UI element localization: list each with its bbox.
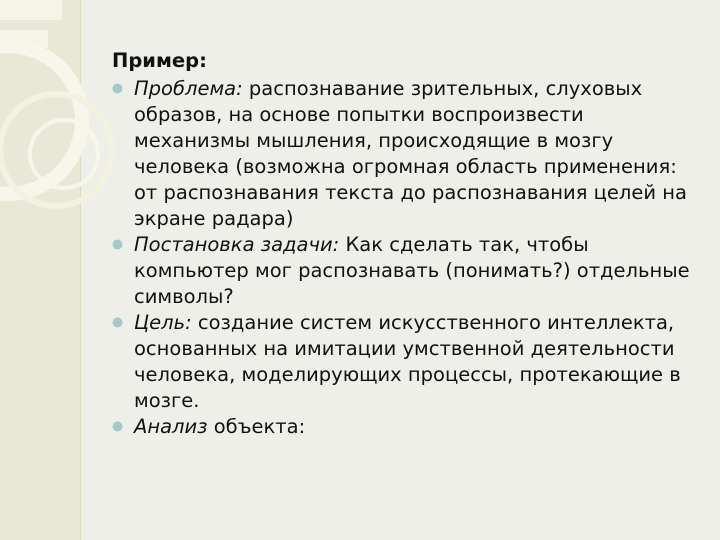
slide-content: [112, 48, 702, 440]
list-item: [112, 414, 702, 440]
decorative-circles: [0, 0, 120, 240]
item-text: объекта:: [207, 415, 306, 438]
item-text: создание систем искусственного интеллекта, основанных на имитации умственной деятельности человека, моделирующих процессы, протекающие в мозге.: [134, 311, 681, 412]
item-term: Постановка задачи:: [134, 233, 340, 256]
bullet-list: [112, 76, 702, 440]
item-term: Цель:: [134, 311, 192, 334]
item-text: распознавание зрительных, слуховых образов, на основе попытки воспроизвести механизмы мышления, происходящие в мозгу человека (возможна огромная область применения: от распознавания текста до распознавания целей на экране радара): [134, 77, 687, 230]
bullet-icon: [112, 421, 123, 432]
bullet-icon: [112, 317, 123, 328]
item-term: Анализ: [134, 415, 208, 438]
bullet-icon: [112, 83, 123, 94]
list-item: [112, 76, 702, 232]
slide-heading: Пример:: [112, 49, 207, 72]
list-item: [112, 232, 702, 310]
item-text: Как сделать так, чтобы компьютер мог распознавать (понимать?) отдельные символы?: [134, 233, 690, 308]
bullet-icon: [112, 239, 123, 250]
list-item: [112, 310, 702, 414]
item-term: Проблема:: [134, 77, 243, 100]
